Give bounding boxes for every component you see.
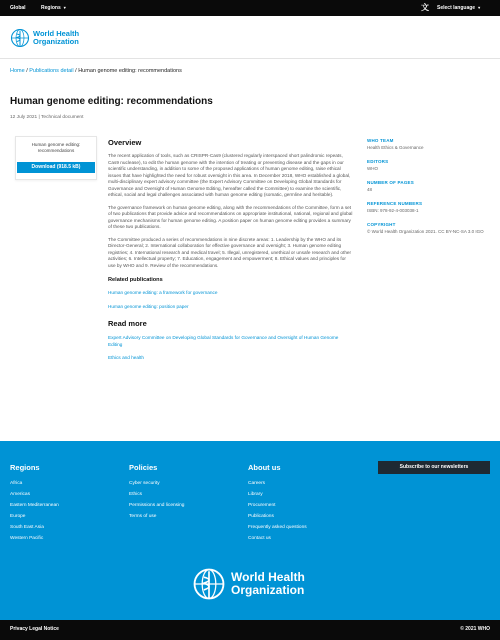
- overview-paragraph-2: The governance framework on human genome editing, along with the recommendations of the Committee, form a set of two publications that provide advice and recommendations on appropriate institutional, national, regional and global governance mechanisms for human genome editing. A position paper on human genome editing provides a summary of these two publications.: [108, 204, 353, 229]
- subscribe-button[interactable]: Subscribe to our newsletters: [378, 461, 490, 474]
- footer-link[interactable]: Cyber security: [129, 481, 160, 486]
- footer-who-logo[interactable]: [192, 567, 305, 601]
- footer-link[interactable]: Eastern Mediterranean: [10, 503, 59, 508]
- chevron-down-icon: ▾: [63, 5, 66, 10]
- footer-link[interactable]: Library: [248, 492, 263, 497]
- breadcrumb: [10, 68, 182, 74]
- overview-paragraph-1: The recent application of tools, such as CRISPR-Cas9 (clustered regularly interspaced short palindromic repeats, Cas9 nuclease), to edit the human genome with the intention of treating or preventing disease and the gaps in our scientific understanding, in addition to some of the proposed applications of human genome editing, raise ethical issues that have highlighted the need for robust oversight in this area. In December 2018, WHO established a global, multi-disciplinary expert advisory committee (the Expert Advisory Committee on Developing Global Standards for Governance and Oversight of Human Genome Editing, hereafter called the Committee) to examine the scientific, ethical, social and legal challenges associated with human genome editing (somatic, germline and heritable).: [108, 153, 351, 197]
- footer-link[interactable]: Europe: [10, 514, 26, 519]
- footer-link[interactable]: South East Asia: [10, 525, 44, 530]
- global-link[interactable]: Global: [10, 5, 26, 11]
- who-logo[interactable]: [10, 28, 79, 48]
- footer-link[interactable]: Terms of use: [129, 514, 157, 519]
- who-emblem-icon: [10, 28, 30, 48]
- copyright-value: © World Health Organization 2021. CC BY-NC-SA 3.0 IGO: [367, 229, 484, 234]
- editors-label: EDITORS: [367, 159, 389, 164]
- footer-about: [248, 463, 307, 547]
- language-selector[interactable]: [437, 5, 480, 11]
- download-button[interactable]: Download (918.5 kB): [17, 162, 95, 173]
- footer-regions: [10, 463, 59, 547]
- footer-link[interactable]: Africa: [10, 481, 23, 486]
- pages-value: 48: [367, 187, 373, 192]
- team-value: Health Ethics & Governance: [367, 145, 424, 150]
- regions-label: Regions: [41, 5, 61, 11]
- editors-value: WHO: [367, 166, 378, 171]
- page-title: Human genome editing: recommendations: [10, 96, 213, 107]
- related-publications-heading: Related publications: [108, 277, 163, 283]
- breadcrumb-separator: /: [73, 68, 79, 74]
- copyright-label: COPYRIGHT: [367, 222, 396, 227]
- footer-policies: [129, 463, 184, 525]
- footer-logo-text: [231, 571, 305, 597]
- footer-link[interactable]: Americas: [10, 492, 30, 497]
- publication-meta: 12 July 2021 | Technical document: [10, 115, 84, 120]
- overview-heading: Overview: [108, 138, 142, 147]
- read-more-link[interactable]: Expert Advisory Committee on Developing Global Standards for Governance and Oversight of Human Genome Editing: [108, 335, 339, 347]
- site-header: [0, 16, 500, 59]
- bottom-bar: [0, 620, 500, 640]
- logo-text: [33, 30, 79, 46]
- pages-label: NUMBER OF PAGES: [367, 180, 414, 185]
- main-content: [108, 138, 353, 362]
- footer-link[interactable]: Ethics: [129, 492, 143, 497]
- download-card: [15, 136, 97, 180]
- related-link[interactable]: Human genome editing: a framework for governance: [108, 290, 218, 295]
- reference-value: ISBN: 978-92-4-003038-1: [367, 208, 419, 213]
- logo-line-2: Organization: [33, 37, 79, 46]
- breadcrumb-current: Human genome editing: recommendations: [78, 68, 182, 74]
- footer-link[interactable]: Western Pacific: [10, 536, 44, 541]
- footer-link[interactable]: Publications: [248, 514, 274, 519]
- publication-details: [367, 138, 491, 235]
- overview-paragraph-3: The Committee produced a series of recommendations in nine discrete areas: 1. Leadership by the WHO and its Director-General; 2. International collaboration for effective governance and oversight; 3. Human genome editing registries; 4. International research and medical travel; 5. Illegal, unregistered, unethical or unsafe research and other activities; 6. Intellectual property; 7. Education, engagement and empowerment; 8. Ethical values and principles for use by WHO and 9. Review of the recommendations.: [108, 236, 352, 268]
- footer-link[interactable]: Contact us: [248, 536, 271, 541]
- footer-link[interactable]: Careers: [248, 481, 266, 486]
- top-bar: [0, 0, 500, 16]
- breadcrumb-separator: /: [24, 68, 30, 74]
- footer-link[interactable]: Permissions and licensing: [129, 503, 185, 508]
- card-title: Human genome editing: recommendations: [31, 142, 81, 153]
- breadcrumb-home[interactable]: Home: [10, 68, 25, 74]
- chevron-down-icon: ▾: [478, 5, 481, 10]
- footer-copyright: © 2021 WHO: [460, 626, 490, 632]
- footer-link[interactable]: Frequently asked questions: [248, 525, 307, 530]
- breadcrumb-publications[interactable]: Publications detail: [29, 68, 74, 74]
- language-label: Select language: [437, 5, 476, 11]
- team-label: WHO TEAM: [367, 138, 394, 143]
- read-more-heading: Read more: [108, 319, 147, 328]
- footer-logo-line-2: Organization: [231, 583, 305, 597]
- footer-regions-heading: Regions: [10, 463, 40, 472]
- read-more-link[interactable]: Ethics and health: [108, 355, 144, 360]
- translate-icon[interactable]: 文: [421, 3, 429, 12]
- footer-policies-heading: Policies: [129, 463, 158, 472]
- reference-label: REFERENCE NUMBERS: [367, 201, 423, 206]
- footer-about-heading: About us: [248, 463, 281, 472]
- site-footer: [0, 441, 500, 620]
- related-link[interactable]: Human genome editing: position paper: [108, 303, 189, 309]
- logo-line-1: World Health: [33, 29, 80, 38]
- regions-menu[interactable]: [41, 5, 66, 11]
- footer-link[interactable]: Procurement: [248, 503, 276, 508]
- privacy-legal-link[interactable]: Privacy Legal Notice: [10, 626, 59, 632]
- who-emblem-icon: [192, 567, 226, 601]
- footer-logo-line-1: World Health: [231, 570, 305, 584]
